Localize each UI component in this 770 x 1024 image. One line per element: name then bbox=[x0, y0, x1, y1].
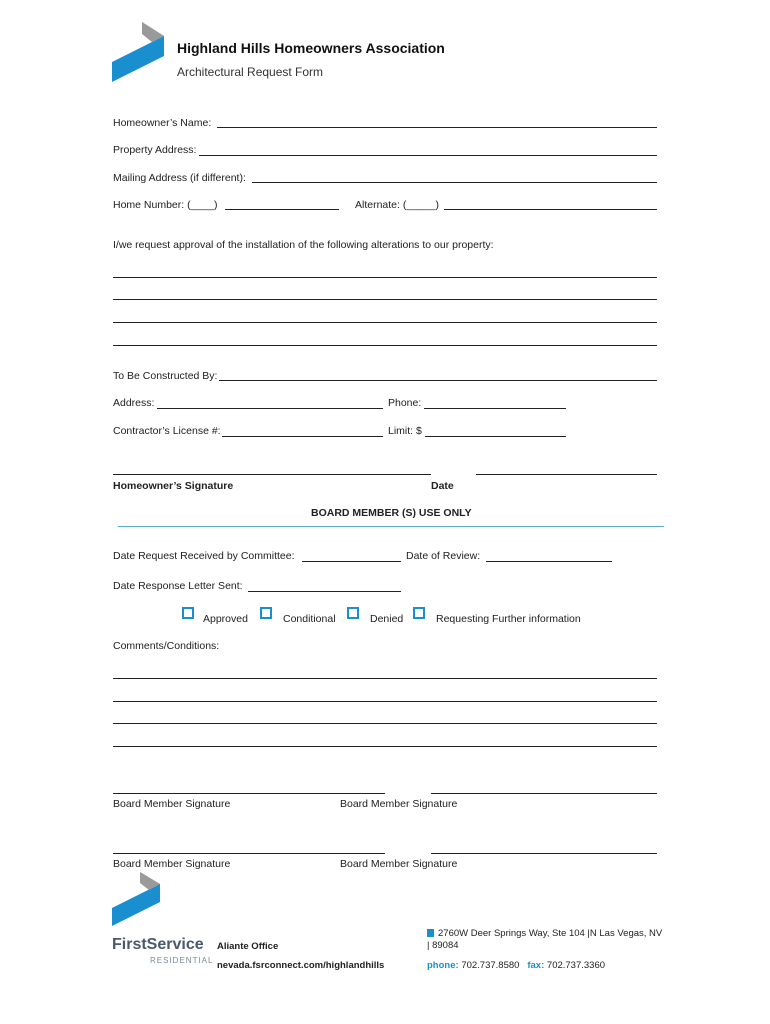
comments-label: Comments/Conditions: bbox=[113, 640, 220, 652]
comments-line[interactable] bbox=[113, 678, 657, 679]
date-review-label: Date of Review: bbox=[406, 550, 481, 562]
homeowner-signature-field[interactable] bbox=[113, 474, 431, 475]
request-statement: I/we request approval of the installation of the following alterations to our property: bbox=[113, 239, 494, 251]
constructed-by-field[interactable] bbox=[219, 380, 657, 381]
homeowner-name-label: Homeowner’s Name: bbox=[113, 117, 212, 129]
homeowner-name-field[interactable] bbox=[217, 127, 657, 128]
date-received-label: Date Request Received by Committee: bbox=[113, 550, 295, 562]
denied-label: Denied bbox=[370, 613, 404, 625]
board-signature-field-3[interactable] bbox=[113, 853, 385, 854]
address-line-2: | 89084 bbox=[427, 940, 459, 951]
phone-number[interactable]: 702.737.8580 bbox=[461, 960, 520, 971]
comments-line[interactable] bbox=[113, 746, 657, 747]
board-signature-label-2: Board Member Signature bbox=[340, 798, 458, 810]
contact-line bbox=[427, 960, 605, 971]
mailing-address-field[interactable] bbox=[252, 182, 657, 183]
home-number-field[interactable] bbox=[225, 209, 339, 210]
contractor-address-label: Address: bbox=[113, 397, 155, 409]
board-signature-label-3: Board Member Signature bbox=[113, 858, 231, 870]
limit-field[interactable] bbox=[425, 436, 566, 437]
comments-line[interactable] bbox=[113, 723, 657, 724]
brand-sub: RESIDENTIAL bbox=[150, 956, 214, 965]
further-info-label: Requesting Further information bbox=[436, 613, 581, 625]
contractor-address-field[interactable] bbox=[157, 408, 383, 409]
further-info-checkbox[interactable] bbox=[413, 607, 425, 619]
page-title: Highland Hills Homeowners Association bbox=[177, 40, 445, 56]
approved-checkbox[interactable] bbox=[182, 607, 194, 619]
page-subtitle: Architectural Request Form bbox=[177, 65, 324, 79]
alternate-number-field[interactable] bbox=[444, 209, 657, 210]
homeowner-date-field[interactable] bbox=[476, 474, 657, 475]
date-response-field[interactable] bbox=[248, 591, 401, 592]
address-marker-icon bbox=[427, 929, 434, 937]
board-signature-label-1: Board Member Signature bbox=[113, 798, 231, 810]
homeowner-signature-label: Homeowner’s Signature bbox=[113, 480, 234, 492]
comments-line[interactable] bbox=[113, 701, 657, 702]
request-line[interactable] bbox=[113, 277, 657, 278]
request-line[interactable] bbox=[113, 322, 657, 323]
limit-label: Limit: $ bbox=[388, 425, 422, 437]
hoa-logo-icon bbox=[112, 22, 164, 84]
license-label: Contractor’s License #: bbox=[113, 425, 221, 437]
approved-label: Approved bbox=[203, 613, 248, 625]
phone-label: Phone: bbox=[388, 397, 422, 409]
property-address-label: Property Address: bbox=[113, 144, 197, 156]
property-address-field[interactable] bbox=[199, 155, 657, 156]
date-review-field[interactable] bbox=[486, 561, 612, 562]
request-line[interactable] bbox=[113, 299, 657, 300]
address-line-1: 2760W Deer Springs Way, Ste 104 |N Las Vegas, NV bbox=[438, 928, 663, 939]
alternate-number-label: Alternate: (_____) bbox=[355, 199, 440, 211]
office-name: Aliante Office bbox=[217, 941, 279, 952]
board-signature-field-2[interactable] bbox=[431, 793, 657, 794]
mailing-address-label: Mailing Address (if different): bbox=[113, 172, 246, 184]
conditional-label: Conditional bbox=[283, 613, 336, 625]
section-divider bbox=[118, 526, 664, 527]
date-label: Date bbox=[431, 480, 454, 492]
board-heading: BOARD MEMBER (S) USE ONLY bbox=[311, 507, 472, 519]
board-signature-field-4[interactable] bbox=[431, 853, 657, 854]
date-response-label: Date Response Letter Sent: bbox=[113, 580, 243, 592]
website[interactable]: nevada.fsrconnect.com/highlandhills bbox=[217, 960, 385, 971]
conditional-checkbox[interactable] bbox=[260, 607, 272, 619]
home-number-label: Home Number: (____) bbox=[113, 199, 218, 211]
board-signature-field-1[interactable] bbox=[113, 793, 385, 794]
license-field[interactable] bbox=[222, 436, 383, 437]
phone-caption: phone: bbox=[427, 960, 459, 971]
request-line[interactable] bbox=[113, 345, 657, 346]
denied-checkbox[interactable] bbox=[347, 607, 359, 619]
fax-number: 702.737.3360 bbox=[546, 960, 606, 971]
board-signature-label-4: Board Member Signature bbox=[340, 858, 458, 870]
brand-name: FirstService bbox=[112, 936, 204, 953]
phone-field[interactable] bbox=[424, 408, 566, 409]
constructed-by-label: To Be Constructed By: bbox=[113, 370, 218, 382]
date-received-field[interactable] bbox=[302, 561, 401, 562]
fax-caption: fax: bbox=[527, 960, 545, 971]
firstservice-logo-icon bbox=[112, 872, 160, 928]
